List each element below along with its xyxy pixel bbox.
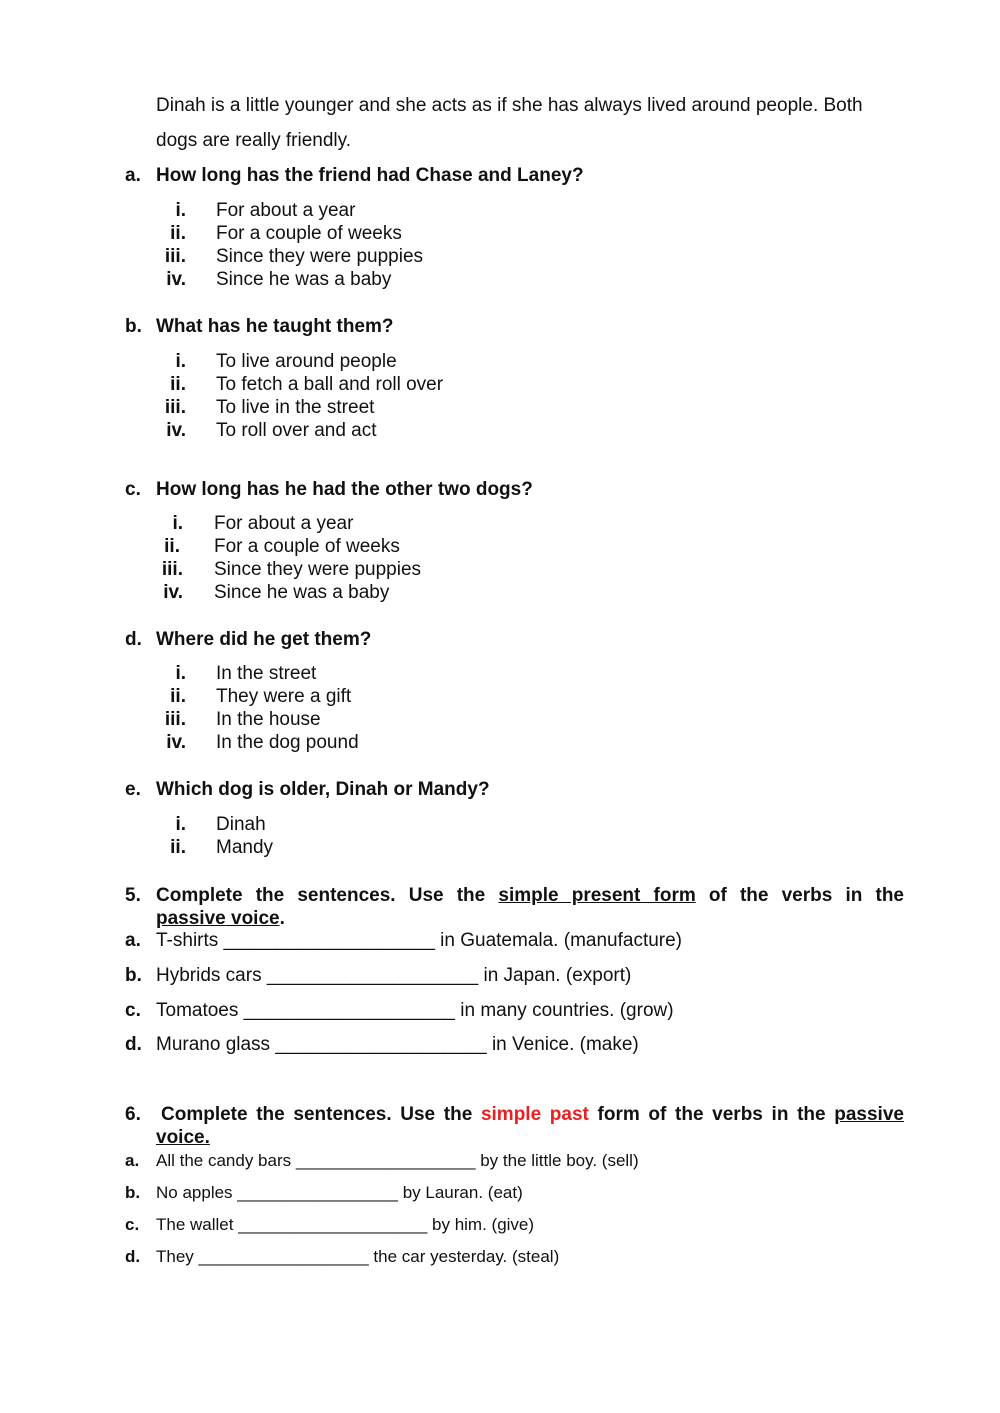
- question-c: [125, 479, 533, 501]
- option-text: For about a year: [214, 513, 354, 534]
- item-text: T-shirts ____________________ in Guatemala. (manufacture): [156, 930, 683, 951]
- item-label: c.: [125, 1000, 141, 1021]
- emphasis-underlined: simple present form: [498, 885, 696, 906]
- intro-line-2: dogs are really friendly.: [156, 130, 352, 151]
- question-a: [125, 165, 584, 187]
- question-label: b.: [125, 316, 142, 337]
- question-e: [125, 779, 490, 801]
- section-number: 5.: [125, 885, 141, 906]
- item-text: Murano glass ____________________ in Venice. (make): [156, 1034, 639, 1055]
- option-text: Since he was a baby: [214, 582, 390, 603]
- section-5-line-1: [156, 884, 904, 907]
- item-label: a.: [125, 1151, 140, 1170]
- question-text: How long has the friend had Chase and Laney?: [156, 165, 584, 186]
- option-text: For a couple of weeks: [216, 223, 402, 244]
- option-text: In the house: [216, 709, 321, 730]
- item-label: b.: [125, 965, 142, 986]
- intro-line-1: Dinah is a little younger and she acts as if she has always lived around people. Both: [156, 95, 863, 116]
- fill-item-5a: [125, 930, 682, 952]
- fill-item-6b: [125, 1183, 523, 1203]
- question-text: How long has he had the other two dogs?: [156, 479, 533, 500]
- option-number: i.: [175, 351, 186, 372]
- option-number: iii.: [164, 246, 186, 267]
- option-number: ii.: [170, 837, 186, 858]
- option-number: i.: [175, 663, 186, 684]
- emphasis-underlined-2: passive voice: [156, 908, 280, 929]
- option-number: i.: [172, 513, 183, 534]
- option-text: Since they were puppies: [216, 246, 424, 267]
- option-number: iii.: [164, 709, 186, 730]
- option-text: To fetch a ball and roll over: [216, 374, 444, 395]
- option-number: iv.: [163, 582, 183, 603]
- fill-item-6a: [125, 1151, 639, 1171]
- emphasis-underlined: passive: [834, 1104, 904, 1125]
- item-text: The wallet ____________________ by him. (give): [156, 1215, 535, 1234]
- option-number: iv.: [166, 732, 186, 753]
- option-number: i.: [175, 200, 186, 221]
- fill-item-5b: [125, 965, 631, 987]
- section-5-heading: [125, 884, 904, 930]
- option-number: ii.: [170, 223, 186, 244]
- option-text: To live in the street: [216, 397, 375, 418]
- question-text: Which dog is older, Dinah or Mandy?: [156, 779, 490, 800]
- instruction-mid: form of the verbs in the: [588, 1104, 835, 1125]
- section-number: 6.: [125, 1104, 141, 1125]
- option-number: iii.: [161, 559, 183, 580]
- question-text: What has he taught them?: [156, 316, 394, 337]
- question-b: [125, 316, 394, 338]
- emphasis-underlined-2: voice.: [156, 1127, 210, 1148]
- emphasis-red: simple past: [480, 1104, 589, 1125]
- option-number: i.: [175, 814, 186, 835]
- option-number: iv.: [166, 269, 186, 290]
- option-number: ii.: [164, 536, 180, 557]
- option-text: Since he was a baby: [216, 269, 392, 290]
- option-text: Dinah: [216, 814, 266, 835]
- option-text: For about a year: [216, 200, 356, 221]
- section-6-line-1: [161, 1103, 904, 1126]
- option-number: iv.: [166, 420, 186, 441]
- item-text: All the candy bars ___________________ by the little boy. (sell): [156, 1151, 639, 1170]
- option-text: Mandy: [216, 837, 274, 858]
- option-number: ii.: [170, 374, 186, 395]
- option-text: They were a gift: [216, 686, 352, 707]
- fill-item-5d: [125, 1034, 639, 1056]
- fill-item-5c: [125, 1000, 674, 1022]
- fill-item-6d: [125, 1247, 559, 1267]
- item-text: No apples _________________ by Lauran. (eat): [156, 1183, 523, 1202]
- question-label: d.: [125, 629, 142, 650]
- option-text: Since they were puppies: [214, 559, 422, 580]
- item-label: a.: [125, 930, 141, 951]
- question-text: Where did he get them?: [156, 629, 372, 650]
- item-label: c.: [125, 1215, 140, 1234]
- item-text: They __________________ the car yesterday. (steal): [156, 1247, 560, 1266]
- instruction-mid: of the verbs in the: [695, 885, 904, 906]
- question-label: c.: [125, 479, 141, 500]
- item-label: d.: [125, 1034, 142, 1055]
- option-number: iii.: [164, 397, 186, 418]
- item-text: Tomatoes ____________________ in many countries. (grow): [156, 1000, 674, 1021]
- instruction-pre: Complete the sentences. Use the: [161, 1104, 481, 1125]
- question-label: a.: [125, 165, 141, 186]
- question-d: [125, 629, 371, 651]
- item-label: b.: [125, 1183, 141, 1202]
- item-label: d.: [125, 1247, 141, 1266]
- option-text: To roll over and act: [216, 420, 377, 441]
- fill-item-6c: [125, 1215, 534, 1235]
- option-text: In the street: [216, 663, 317, 684]
- option-text: For a couple of weeks: [214, 536, 400, 557]
- section-6-heading: [125, 1103, 904, 1149]
- option-number: ii.: [170, 686, 186, 707]
- item-text: Hybrids cars ____________________ in Japan. (export): [156, 965, 632, 986]
- instruction-post: .: [279, 908, 285, 929]
- instruction-pre: Complete the sentences. Use the: [156, 885, 499, 906]
- question-label: e.: [125, 779, 141, 800]
- option-text: In the dog pound: [216, 732, 359, 753]
- option-text: To live around people: [216, 351, 397, 372]
